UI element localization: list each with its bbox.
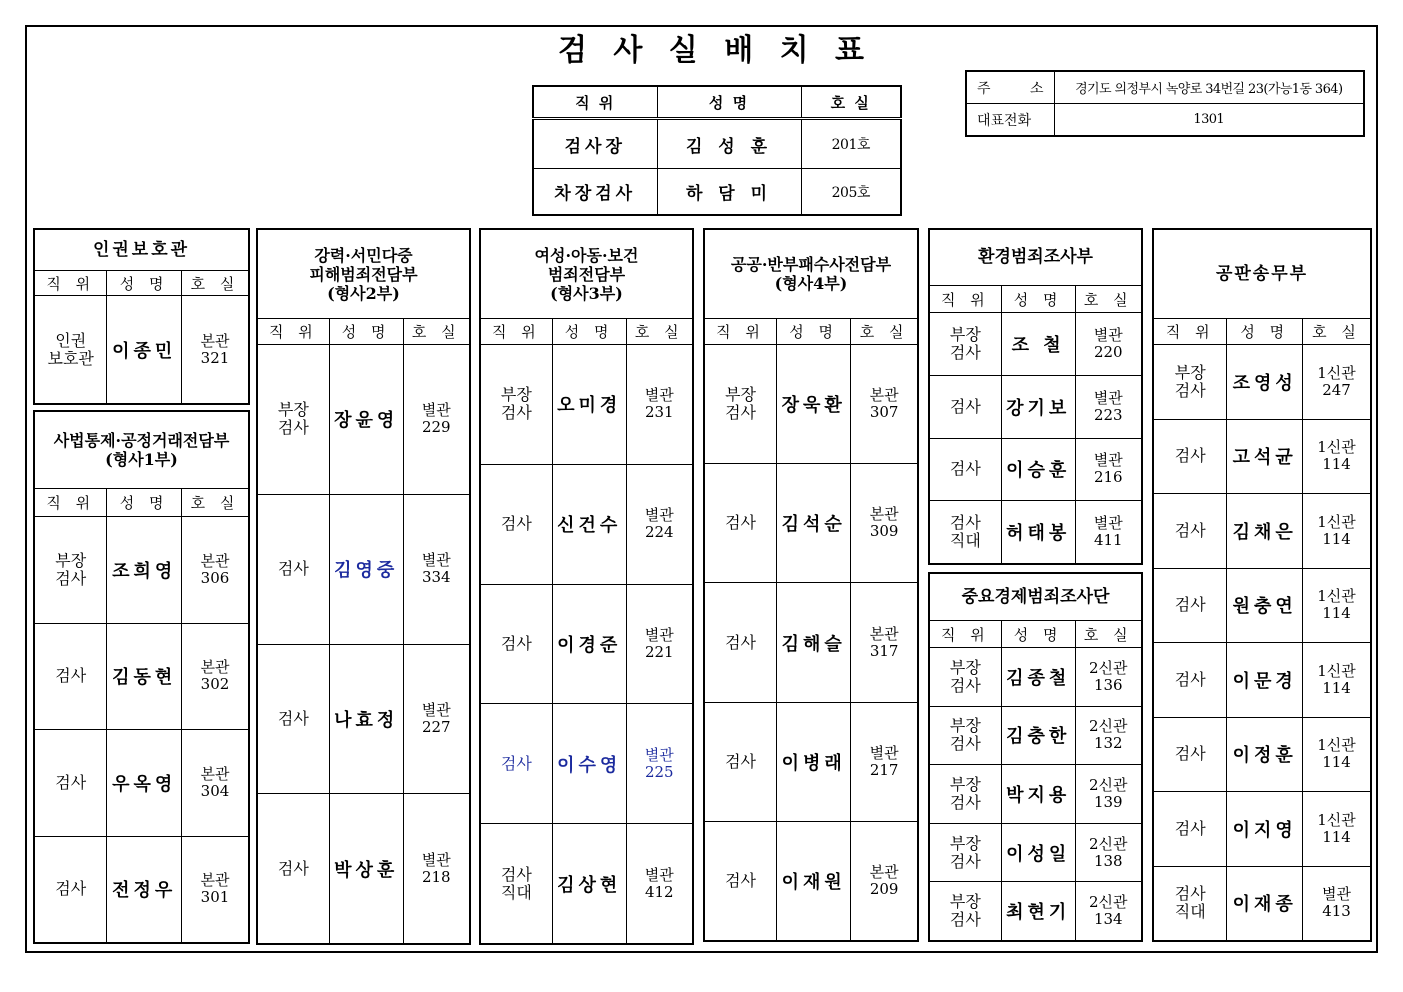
department-panel <box>479 228 694 945</box>
column-header-row <box>705 319 917 345</box>
leadership-room: 205호 <box>801 169 901 216</box>
column-header-row <box>35 489 248 517</box>
member-name: 장욱환 <box>777 345 851 463</box>
office-info-table <box>965 70 1365 137</box>
member-room: 별관 225 <box>644 745 674 781</box>
member-position: 검사 <box>258 495 330 644</box>
leadership-room: 201호 <box>801 119 901 169</box>
department-title: 환경범죄조사부 <box>930 230 1141 286</box>
member-name: 조영성 <box>1227 345 1303 419</box>
member-room: 본관 317 <box>869 624 899 660</box>
member-room: 별관 218 <box>421 850 451 886</box>
member-name: 김충한 <box>1002 707 1076 765</box>
member-room: 별관 411 <box>1093 514 1123 550</box>
member-room: 별관 224 <box>644 506 674 542</box>
member-position: 검사 <box>481 465 553 584</box>
header-name: 성 명 <box>330 319 404 344</box>
member-name: 이재종 <box>1227 867 1303 941</box>
address-row <box>966 71 1364 104</box>
member-row <box>258 794 469 943</box>
member-list <box>705 345 917 940</box>
member-room: 별관 412 <box>644 865 674 901</box>
leadership-row <box>533 119 901 169</box>
member-position: 부장 검사 <box>481 345 553 464</box>
member-position: 검사 <box>258 794 330 943</box>
member-row <box>930 707 1141 766</box>
member-room: 2신관 132 <box>1089 717 1128 753</box>
column-header-row <box>481 319 692 345</box>
member-row <box>705 822 917 940</box>
member-position: 부장 검사 <box>930 648 1002 706</box>
header-room: 호 실 <box>1312 323 1361 341</box>
member-position: 부장 검사 <box>930 824 1002 882</box>
member-room: 별관 227 <box>421 700 451 736</box>
member-room: 본관 321 <box>200 331 230 367</box>
member-position: 인권 보호관 <box>35 296 107 403</box>
member-row <box>1154 718 1370 793</box>
header-room: 호 실 <box>859 323 909 341</box>
member-list <box>35 517 248 942</box>
member-position: 검사 <box>1154 643 1227 717</box>
member-list <box>481 345 692 943</box>
member-position: 검사 <box>705 703 777 821</box>
member-name: 최현기 <box>1002 882 1076 940</box>
address-value: 경기도 의정부시 녹양로 34번길 23(가능1동 364) <box>1054 71 1364 104</box>
member-row <box>481 345 692 465</box>
header-room: 호 실 <box>1083 625 1133 644</box>
member-room: 별관 413 <box>1322 885 1351 921</box>
member-position: 검사 <box>930 439 1002 501</box>
column-header-row <box>930 621 1141 648</box>
member-position: 부장 검사 <box>930 313 1002 375</box>
department-panel <box>928 228 1143 565</box>
member-room: 본관 209 <box>869 862 899 898</box>
member-position: 검사 <box>35 837 107 943</box>
member-name: 이재원 <box>777 822 851 940</box>
department-panel <box>928 572 1143 942</box>
member-name: 신건수 <box>553 465 627 584</box>
department-panel <box>1152 228 1372 942</box>
header-name: 성 명 <box>1227 319 1303 344</box>
member-row <box>35 837 248 943</box>
member-room: 별관 221 <box>644 625 674 661</box>
member-room: 별관 220 <box>1093 325 1123 361</box>
department-title: 여성·아동·보건 범죄전담부 (형사3부) <box>481 230 692 319</box>
member-room: 별관 231 <box>644 386 674 422</box>
member-room: 1신관 247 <box>1317 363 1356 399</box>
header-position: 직 위 <box>35 489 107 516</box>
member-row <box>258 645 469 795</box>
member-position: 검사 <box>1154 494 1227 568</box>
member-room: 본관 307 <box>869 386 899 422</box>
member-name: 조희영 <box>107 517 182 623</box>
phone-row <box>966 104 1364 137</box>
member-room: 별관 216 <box>1093 451 1123 487</box>
member-room: 본관 304 <box>200 764 230 800</box>
member-name: 김종철 <box>1002 648 1076 706</box>
member-row <box>930 882 1141 940</box>
header-room: 호 실 <box>634 323 684 341</box>
phone-label: 대표전화 <box>966 104 1054 137</box>
header-position: 직 위 <box>1154 319 1227 344</box>
member-list <box>35 296 248 403</box>
leadership-position: 검사장 <box>533 119 657 169</box>
member-name: 이수영 <box>553 704 627 823</box>
header-room: 호 실 <box>1083 290 1133 309</box>
member-room: 1신관 114 <box>1317 810 1356 846</box>
member-name: 김동현 <box>107 624 182 730</box>
member-row <box>1154 643 1370 718</box>
member-row <box>930 765 1141 824</box>
member-position: 검사 <box>481 585 553 704</box>
member-position: 검사 <box>930 376 1002 438</box>
member-position: 검사 <box>705 464 777 582</box>
member-name: 나효정 <box>330 645 404 794</box>
member-position: 검사 <box>35 730 107 836</box>
member-position: 검사 직대 <box>1154 867 1227 941</box>
member-row <box>930 648 1141 707</box>
member-list <box>1154 345 1370 940</box>
member-position: 검사 <box>481 704 553 823</box>
department-panel <box>703 228 919 942</box>
member-position: 검사 직대 <box>481 824 553 943</box>
member-position: 부장 검사 <box>930 882 1002 940</box>
member-name: 조 철 <box>1002 313 1076 375</box>
member-position: 부장 검사 <box>930 765 1002 823</box>
member-room: 본관 309 <box>869 505 899 541</box>
member-position: 검사 <box>1154 718 1227 792</box>
member-row <box>705 583 917 702</box>
address-label: 주 소 <box>966 71 1054 104</box>
member-position: 부장 검사 <box>35 517 107 623</box>
member-name: 원충연 <box>1227 569 1303 643</box>
leadership-position: 차장검사 <box>533 169 657 216</box>
leadership-name: 김 성 훈 <box>657 119 801 169</box>
member-name: 장윤영 <box>330 345 404 494</box>
member-name: 김석순 <box>777 464 851 582</box>
member-room: 별관 229 <box>421 401 451 437</box>
member-row <box>930 501 1141 563</box>
header-room: 호 실 <box>801 86 901 119</box>
member-name: 오미경 <box>553 345 627 464</box>
header-room: 호 실 <box>190 494 240 512</box>
member-room: 1신관 114 <box>1317 512 1356 548</box>
header-name: 성 명 <box>1002 621 1076 647</box>
leadership-table <box>532 85 902 216</box>
member-row <box>35 624 248 731</box>
member-row <box>481 465 692 585</box>
member-row <box>1154 494 1370 569</box>
member-name: 이경준 <box>553 585 627 704</box>
member-row <box>705 345 917 464</box>
member-row <box>1154 345 1370 420</box>
column-header-row <box>930 286 1141 313</box>
member-room: 별관 217 <box>869 743 899 779</box>
department-panel <box>33 228 250 405</box>
member-name: 이문경 <box>1227 643 1303 717</box>
member-name: 박상훈 <box>330 794 404 943</box>
leadership-row <box>533 169 901 216</box>
member-list <box>930 313 1141 563</box>
header-name: 성 명 <box>777 319 851 344</box>
member-name: 고석균 <box>1227 420 1303 494</box>
page-title: 검 사 실 배 치 표 <box>557 33 873 68</box>
member-position: 검사 <box>1154 569 1227 643</box>
member-name: 박지용 <box>1002 765 1076 823</box>
member-row <box>1154 569 1370 644</box>
member-list <box>930 648 1141 940</box>
member-name: 강기보 <box>1002 376 1076 438</box>
member-position: 부장 검사 <box>705 345 777 463</box>
header-position: 직 위 <box>705 319 777 344</box>
header-name: 성 명 <box>107 271 182 295</box>
member-position: 부장 검사 <box>258 345 330 494</box>
member-room: 본관 306 <box>200 551 230 587</box>
department-panel <box>33 410 250 944</box>
member-room: 2신관 139 <box>1089 775 1128 811</box>
member-name: 허태봉 <box>1002 501 1076 563</box>
header-name: 성 명 <box>1002 286 1076 312</box>
member-row <box>1154 867 1370 941</box>
member-name: 김채은 <box>1227 494 1303 568</box>
member-name: 김상현 <box>553 824 627 943</box>
department-title: 공판송무부 <box>1154 230 1370 319</box>
member-row <box>1154 792 1370 867</box>
leadership-name: 하 담 미 <box>657 169 801 216</box>
member-position: 검사 <box>1154 420 1227 494</box>
header-name: 성 명 <box>107 489 182 516</box>
department-title: 인권보호관 <box>35 230 248 271</box>
member-row <box>705 703 917 822</box>
member-position: 검사 <box>258 645 330 794</box>
member-name: 이병래 <box>777 703 851 821</box>
member-room: 1신관 114 <box>1317 587 1356 623</box>
department-title: 공공·반부패수사전담부 (형사4부) <box>705 230 917 319</box>
member-position: 검사 <box>705 822 777 940</box>
header-room: 호 실 <box>411 323 461 341</box>
member-position: 검사 <box>1154 792 1227 866</box>
department-title: 강력·서민다중 피해범죄전담부 (형사2부) <box>258 230 469 319</box>
leadership-header-row <box>533 86 901 119</box>
member-row <box>35 730 248 837</box>
member-row <box>481 585 692 705</box>
member-name: 김해슬 <box>777 583 851 701</box>
member-room: 별관 334 <box>421 551 451 587</box>
member-position: 검사 <box>705 583 777 701</box>
member-list <box>258 345 469 943</box>
member-row <box>258 495 469 645</box>
member-name: 우옥영 <box>107 730 182 836</box>
department-title: 사법통제·공정거래전담부 (형사1부) <box>35 412 248 489</box>
header-room: 호 실 <box>190 274 240 293</box>
member-room: 1신관 114 <box>1317 438 1356 474</box>
member-name: 전정우 <box>107 837 182 943</box>
department-title: 중요경제범죄조사단 <box>930 574 1141 621</box>
member-row <box>930 376 1141 439</box>
member-row <box>258 345 469 495</box>
header-position: 직 위 <box>35 271 107 295</box>
member-row <box>705 464 917 583</box>
member-row <box>930 439 1141 502</box>
member-row <box>930 824 1141 883</box>
member-room: 2신관 134 <box>1089 893 1128 929</box>
member-name: 이종민 <box>107 296 182 403</box>
header-position: 직 위 <box>481 319 553 344</box>
member-position: 검사 <box>35 624 107 730</box>
member-row <box>35 296 248 403</box>
member-name: 이지영 <box>1227 792 1303 866</box>
department-panel <box>256 228 471 945</box>
column-header-row <box>1154 319 1370 345</box>
member-name: 이성일 <box>1002 824 1076 882</box>
column-header-row <box>258 319 469 345</box>
member-name: 이정훈 <box>1227 718 1303 792</box>
member-name: 김영중 <box>330 495 404 644</box>
member-room: 1신관 114 <box>1317 661 1356 697</box>
member-room: 2신관 136 <box>1089 658 1128 694</box>
member-row <box>1154 420 1370 495</box>
member-position: 부장 검사 <box>1154 345 1227 419</box>
member-room: 본관 302 <box>200 658 230 694</box>
member-row <box>930 313 1141 376</box>
column-header-row <box>35 271 248 296</box>
member-room: 별관 223 <box>1093 388 1123 424</box>
member-row <box>481 704 692 824</box>
member-row <box>35 517 248 624</box>
member-position: 검사 직대 <box>930 501 1002 563</box>
header-position: 직 위 <box>258 319 330 344</box>
header-position: 직 위 <box>930 286 1002 312</box>
header-position: 직 위 <box>930 621 1002 647</box>
phone-value: 1301 <box>1054 104 1364 137</box>
member-name: 이승훈 <box>1002 439 1076 501</box>
member-row <box>481 824 692 943</box>
member-position: 부장 검사 <box>930 707 1002 765</box>
header-position: 직 위 <box>533 86 657 119</box>
header-name: 성 명 <box>657 86 801 119</box>
member-room: 본관 301 <box>200 871 230 907</box>
member-room: 2신관 138 <box>1089 834 1128 870</box>
header-name: 성 명 <box>553 319 627 344</box>
member-room: 1신관 114 <box>1317 736 1356 772</box>
